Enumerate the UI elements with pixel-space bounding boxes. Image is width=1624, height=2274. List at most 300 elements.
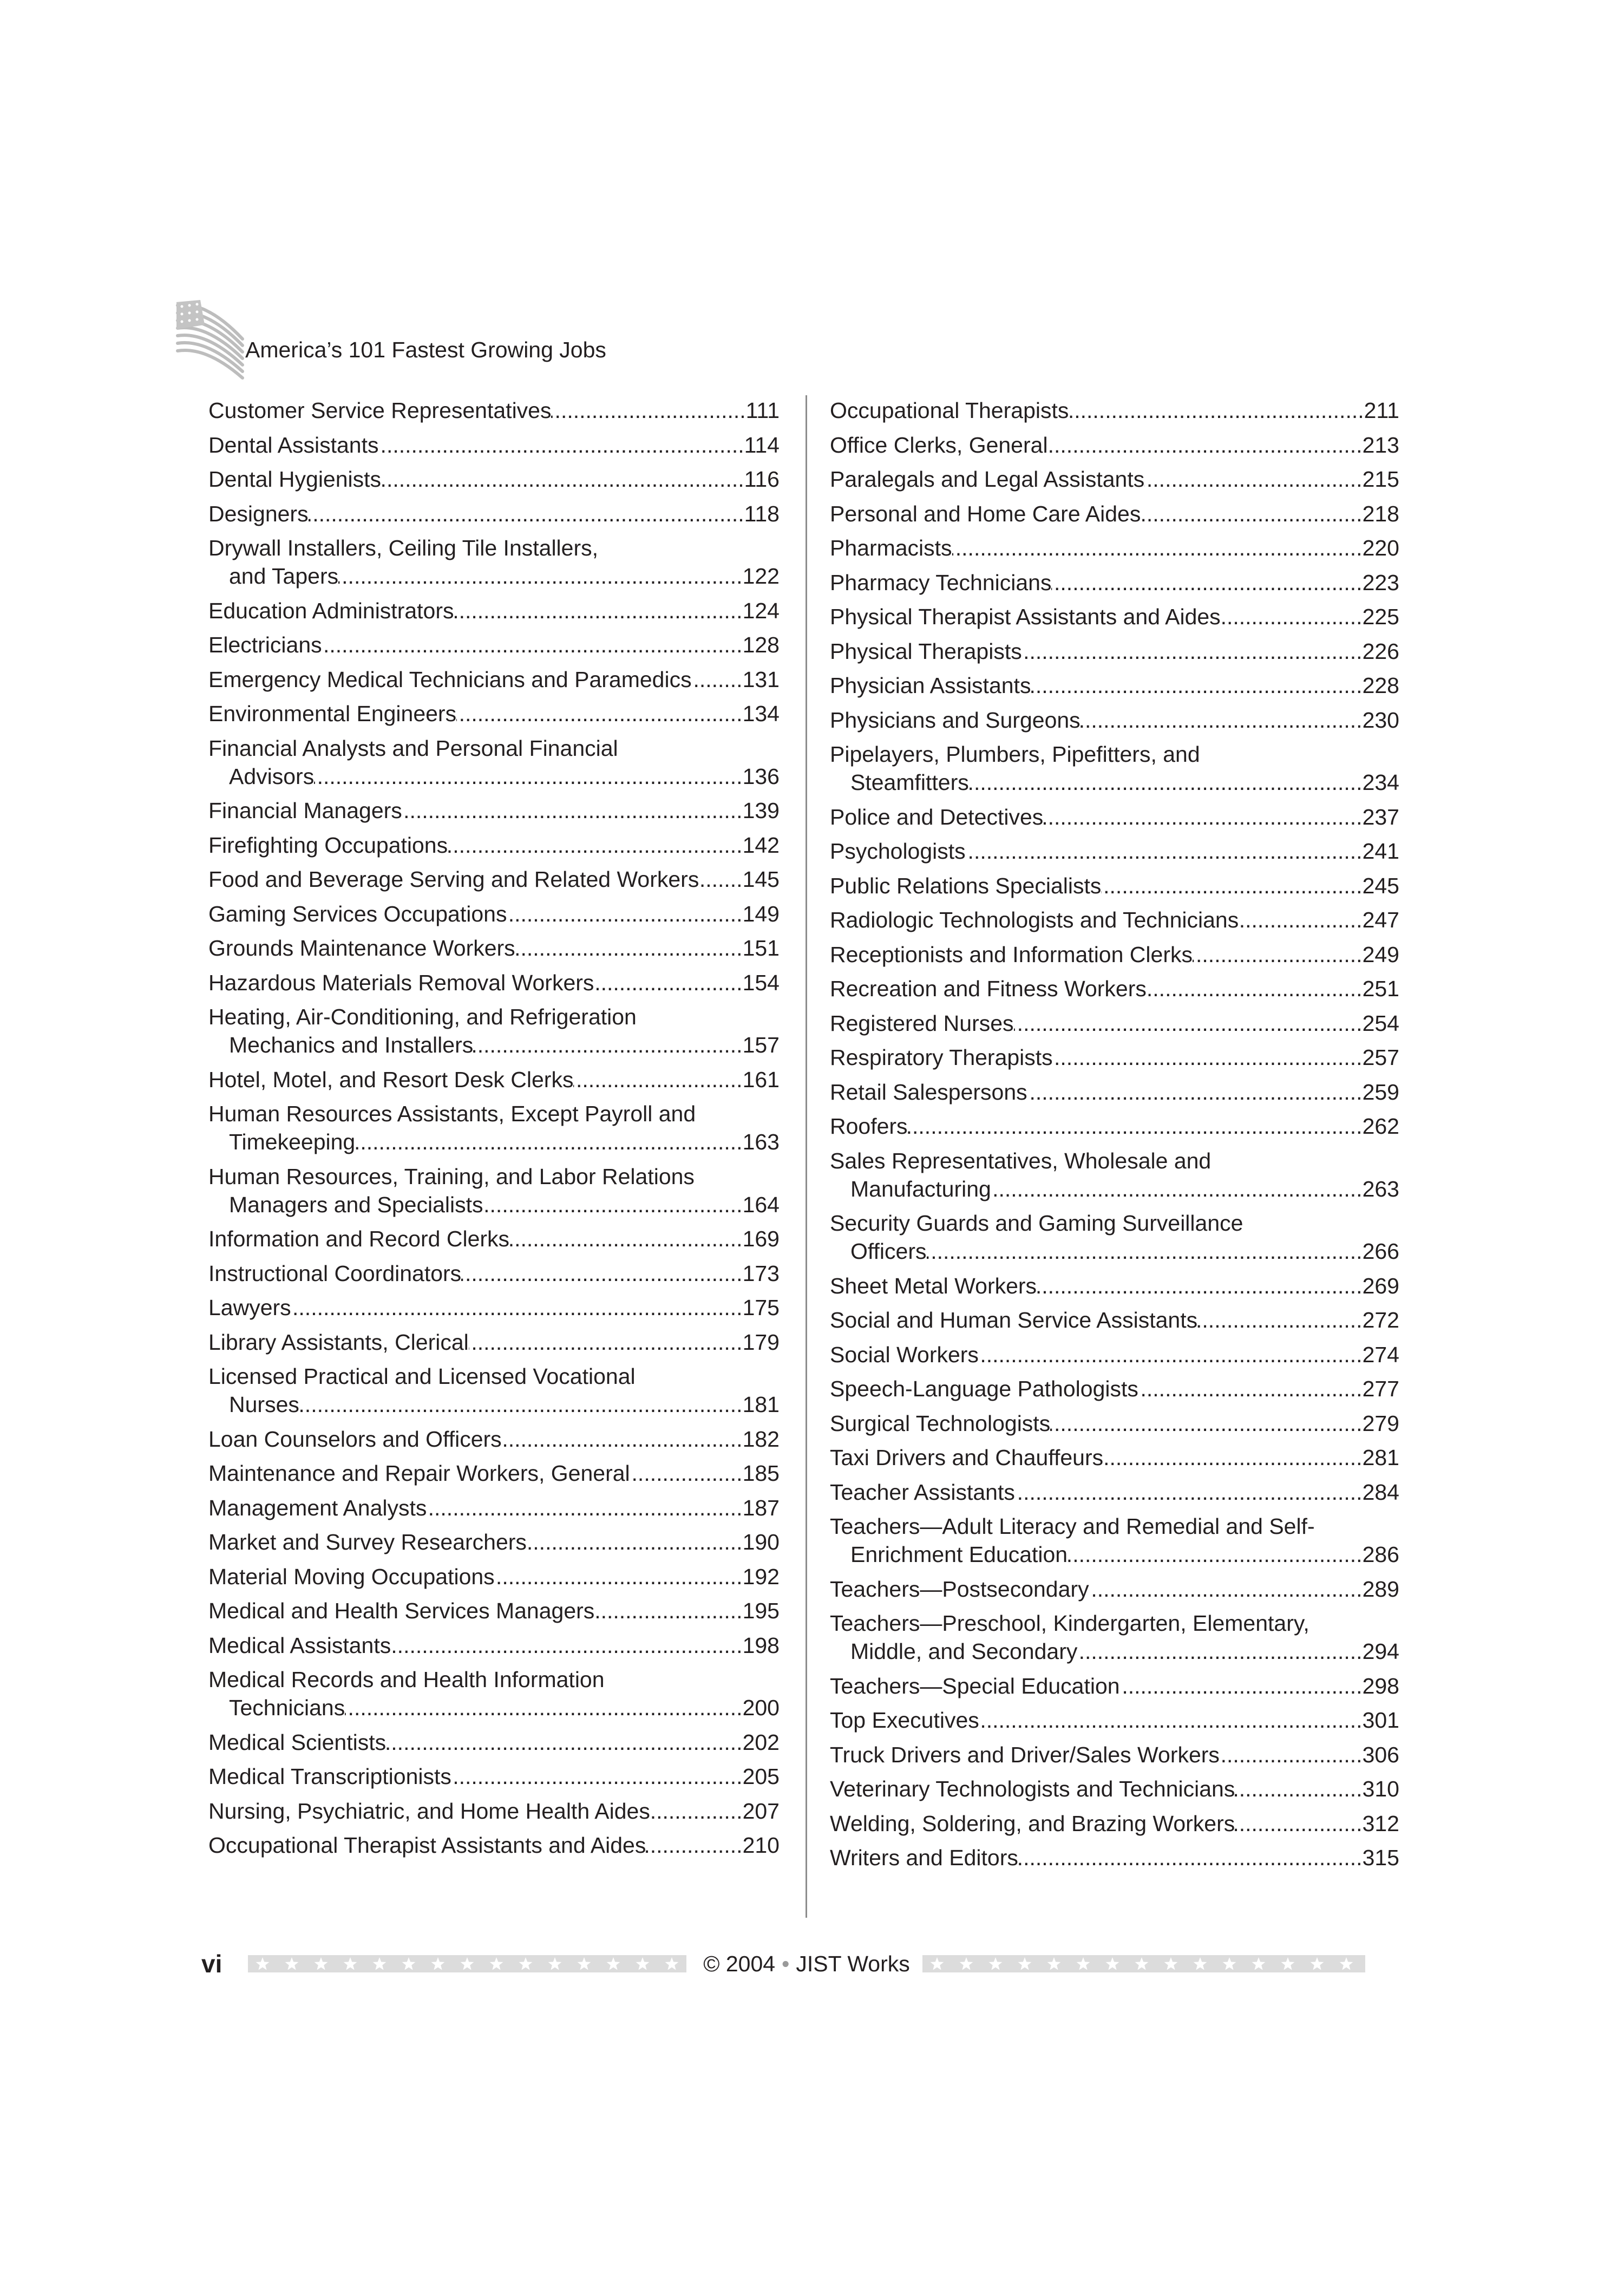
toc-entry-last-line — [208, 1425, 780, 1453]
flag-icon — [174, 299, 246, 382]
toc-entry — [208, 700, 780, 734]
toc-entry-title: Surgical Technologists — [830, 1410, 1051, 1436]
toc-entry-title: Writers and Editors — [830, 1845, 1018, 1870]
toc-entry-title: Physical Therapist Assistants and Aides — [830, 604, 1221, 629]
toc-entry-last-line — [830, 768, 1399, 796]
toc-entry — [208, 1066, 780, 1100]
toc-page-number: 266 — [1362, 1239, 1399, 1264]
toc-entry — [830, 1775, 1399, 1809]
toc-entry — [830, 740, 1399, 803]
toc-entry-title: Steamfitters — [850, 770, 969, 795]
dot-leader — [461, 1259, 742, 1288]
toc-entry-title: Food and Beverage Serving and Related Workers — [208, 867, 699, 892]
toc-entry-last-line — [208, 500, 780, 528]
dot-leader — [908, 1112, 1363, 1140]
toc-entry-title: Human Resources, Training, and Labor Relations — [208, 1164, 695, 1189]
dot-leader — [507, 900, 742, 928]
toc-entry — [830, 1147, 1399, 1210]
toc-entry-last-line — [208, 1031, 780, 1059]
toc-entry — [830, 1741, 1399, 1775]
toc-page-number: 228 — [1362, 673, 1399, 698]
toc-entry-last-line — [830, 1009, 1399, 1037]
toc-page-number: 257 — [1362, 1045, 1399, 1070]
toc-entry-line — [830, 740, 1399, 768]
toc-page-number: 263 — [1362, 1176, 1399, 1201]
toc-page-number: 169 — [742, 1226, 780, 1251]
toc-entry-title: Physician Assistants — [830, 673, 1031, 698]
toc-entry — [208, 1797, 780, 1832]
toc-entry-last-line — [208, 1831, 780, 1859]
toc-entry — [830, 1609, 1399, 1672]
toc-entry-title: Grounds Maintenance Workers — [208, 936, 515, 960]
toc-entry-line — [208, 1003, 780, 1031]
dot-leader — [386, 1728, 742, 1756]
toc-entry-last-line — [830, 1078, 1399, 1106]
toc-entry-last-line — [830, 603, 1399, 631]
toc-entry-last-line — [830, 1540, 1399, 1569]
toc-entry-title: Veterinary Technologists and Technicians — [830, 1776, 1235, 1801]
toc-entry-last-line — [830, 431, 1399, 459]
toc-entry-title: Radiologic Technologists and Technicians — [830, 907, 1239, 932]
toc-entry-last-line — [208, 762, 780, 790]
toc-entry-last-line — [830, 1706, 1399, 1734]
toc-page-number: 249 — [1362, 942, 1399, 967]
dot-leader — [314, 762, 742, 790]
toc-entry-last-line — [208, 1528, 780, 1556]
toc-entry-last-line — [830, 1741, 1399, 1769]
toc-entry — [208, 1100, 780, 1162]
toc-page-number: 274 — [1362, 1342, 1399, 1367]
dot-leader — [1018, 1844, 1363, 1872]
toc-page-number: 213 — [1362, 432, 1399, 458]
toc-entry — [208, 1597, 780, 1631]
toc-entry — [830, 1478, 1399, 1513]
dot-leader — [381, 465, 744, 493]
toc-entry-title: Medical Scientists — [208, 1729, 387, 1755]
toc-entry — [830, 837, 1399, 872]
toc-entry — [830, 603, 1399, 637]
toc-page-number: 181 — [742, 1392, 780, 1417]
dot-leader — [473, 1031, 742, 1059]
toc-entry-title: Occupational Therapists — [830, 398, 1069, 423]
dot-leader — [1048, 431, 1363, 459]
toc-entry — [208, 934, 780, 969]
toc-entry-title: Instructional Coordinators — [208, 1260, 462, 1286]
dot-leader — [1235, 1775, 1362, 1803]
toc-entry-title: Financial Managers — [208, 798, 402, 823]
dot-leader — [1089, 1575, 1363, 1603]
toc-entry — [208, 1831, 780, 1866]
toc-entry-last-line — [830, 1237, 1399, 1265]
dot-leader — [456, 700, 742, 728]
toc-column-left — [208, 396, 780, 1866]
footer-credit — [693, 1949, 920, 1978]
toc-entry-last-line — [830, 1844, 1399, 1872]
toc-entry — [208, 1563, 780, 1597]
toc-entry-line — [830, 1512, 1399, 1540]
toc-page-number: 122 — [742, 564, 780, 589]
dot-leader — [979, 1341, 1363, 1369]
dot-leader — [991, 1175, 1363, 1203]
toc-entry-title: Dental Hygienists — [208, 467, 382, 492]
toc-entry-title: Designers — [208, 501, 309, 526]
toc-entry — [830, 1809, 1399, 1844]
toc-entry-line — [830, 1209, 1399, 1237]
toc-page-number: 202 — [742, 1729, 780, 1755]
dot-leader — [427, 1494, 742, 1522]
toc-entry-title: Physicians and Surgeons — [830, 707, 1081, 733]
dot-leader — [1037, 1272, 1363, 1300]
toc-page-number: 254 — [1362, 1010, 1399, 1036]
toc-entry-title: Maintenance and Repair Workers, General — [208, 1461, 630, 1486]
toc-entry — [208, 1494, 780, 1528]
toc-entry — [208, 1728, 780, 1763]
toc-entry-title: Information and Record Clerks — [208, 1226, 510, 1251]
toc-entry-last-line — [830, 1672, 1399, 1700]
toc-entry-title: Hotel, Motel, and Resort Desk Clerks — [208, 1067, 574, 1092]
toc-entry — [208, 631, 780, 665]
toc-entry-title: Recreation and Fitness Workers — [830, 976, 1147, 1001]
toc-entry-last-line — [830, 1809, 1399, 1838]
toc-entry-last-line — [208, 1293, 780, 1322]
dot-leader — [1068, 1540, 1362, 1569]
toc-entry — [830, 1043, 1399, 1078]
toc-entry-title: Sales Representatives, Wholesale and — [830, 1148, 1212, 1173]
toc-entry — [208, 1528, 780, 1563]
toc-page-number: 124 — [742, 598, 780, 623]
dot-leader — [1027, 1078, 1363, 1106]
dot-leader — [1141, 500, 1362, 528]
toc-entry-title: Office Clerks, General — [830, 432, 1048, 458]
toc-column-right — [830, 396, 1399, 1878]
dot-leader — [309, 500, 744, 528]
running-head-title: America’s 101 Fastest Growing Jobs — [245, 337, 606, 362]
toc-page-number: 225 — [1362, 604, 1399, 629]
toc-entry-title: Teachers—Postsecondary — [830, 1576, 1089, 1602]
toc-entry — [208, 1762, 780, 1797]
toc-page-number: 262 — [1362, 1114, 1399, 1139]
toc-entry — [208, 1225, 780, 1259]
dot-leader — [1221, 603, 1363, 631]
dot-leader — [469, 1328, 743, 1356]
toc-entry-last-line — [208, 431, 780, 459]
toc-entry-title: Occupational Therapist Assistants and Aides — [208, 1833, 646, 1858]
toc-entry — [208, 431, 780, 466]
toc-entry-last-line — [208, 631, 780, 659]
toc-entry — [830, 1009, 1399, 1044]
dot-leader — [1220, 1741, 1363, 1769]
star-border-icon — [922, 1955, 1365, 1972]
toc-entry-last-line — [830, 1637, 1399, 1665]
toc-entry — [830, 637, 1399, 672]
dot-leader — [979, 1706, 1363, 1734]
toc-entry-title: Market and Survey Researchers — [208, 1530, 527, 1554]
toc-page-number: 284 — [1362, 1479, 1399, 1505]
dot-leader — [1081, 706, 1363, 734]
toc-entry-title: Advisors — [229, 763, 315, 789]
toc-entry-last-line — [830, 803, 1399, 831]
toc-entry — [208, 865, 780, 900]
toc-entry-last-line — [208, 1328, 780, 1356]
toc-entry-title: Managers and Specialists — [229, 1192, 483, 1217]
toc-entry-title: Electricians — [208, 632, 322, 657]
dot-leader — [1101, 872, 1362, 900]
toc-entry-title: Medical Records and Health Information — [208, 1667, 605, 1692]
toc-entry-title: Lawyers — [208, 1295, 291, 1320]
toc-entry-title: Nursing, Psychiatric, and Home Health Aides — [208, 1798, 650, 1824]
toc-entry-last-line — [830, 1341, 1399, 1369]
toc-page-number: 116 — [744, 467, 780, 492]
toc-entry-title: Paralegals and Legal Assistants — [830, 467, 1145, 492]
toc-entry — [208, 500, 780, 534]
dot-leader — [952, 534, 1363, 562]
toc-page-number: 286 — [1362, 1542, 1399, 1567]
toc-entry-line — [208, 1162, 780, 1191]
toc-page-number: 149 — [742, 901, 780, 926]
dot-leader — [379, 431, 744, 459]
toc-page-number: 230 — [1362, 707, 1399, 733]
toc-entry-last-line — [830, 706, 1399, 734]
copyright-text: © 2004 — [703, 1951, 776, 1976]
toc-page-number: 272 — [1362, 1308, 1399, 1332]
toc-entry-title: Public Relations Specialists — [830, 873, 1102, 898]
toc-page-number: 220 — [1362, 535, 1399, 560]
toc-entry-title: Customer Service Representatives — [208, 398, 552, 423]
toc-entry-title: Teachers—Preschool, Kindergarten, Elementary, — [830, 1611, 1309, 1636]
toc-entry — [830, 1112, 1399, 1147]
toc-entry — [208, 1293, 780, 1328]
toc-entry-title: Respiratory Therapists — [830, 1045, 1053, 1070]
dot-leader — [451, 1762, 743, 1791]
dot-leader — [1050, 1409, 1362, 1437]
toc-entry-title: Loan Counselors and Officers — [208, 1426, 502, 1452]
toc-entry — [830, 568, 1399, 603]
dot-leader — [1138, 1375, 1363, 1403]
toc-entry-last-line — [208, 1128, 780, 1156]
toc-entry — [830, 465, 1399, 500]
toc-entry-last-line — [208, 1494, 780, 1522]
toc-page-number: 182 — [742, 1426, 780, 1452]
toc-page-number: 195 — [742, 1598, 780, 1623]
toc-page-number: 215 — [1362, 467, 1399, 492]
toc-entry-last-line — [208, 597, 780, 625]
toc-entry-last-line — [208, 934, 780, 962]
toc-page-number: 259 — [1362, 1079, 1399, 1105]
toc-entry-title: Timekeeping — [229, 1129, 356, 1154]
toc-entry-last-line — [830, 637, 1399, 665]
toc-entry — [830, 1209, 1399, 1272]
dot-leader — [402, 796, 743, 825]
toc-entry-title: Police and Detectives — [830, 804, 1044, 829]
toc-entry — [208, 1665, 780, 1728]
toc-page-number: 226 — [1362, 638, 1399, 664]
toc-entry-last-line — [208, 1631, 780, 1659]
toc-entry-title: Officers — [850, 1239, 927, 1264]
toc-entry-title: Manufacturing — [850, 1176, 991, 1201]
toc-entry-title: Physical Therapists — [830, 638, 1022, 664]
dot-leader — [1043, 803, 1362, 831]
toc-entry — [208, 900, 780, 935]
toc-page-number: 163 — [742, 1129, 780, 1154]
toc-entry — [830, 671, 1399, 706]
toc-page-number: 134 — [742, 701, 780, 726]
toc-entry — [208, 665, 780, 700]
toc-page-number: 179 — [742, 1329, 780, 1355]
column-divider — [806, 395, 807, 1918]
dot-leader — [1103, 1443, 1362, 1472]
toc-entry-last-line — [208, 796, 780, 825]
dot-leader — [515, 934, 743, 962]
toc-entry-title: Dental Assistants — [208, 432, 379, 458]
dot-leader — [646, 1831, 742, 1859]
toc-entry-title: Medical Transcriptionists — [208, 1764, 451, 1789]
toc-entry-title: Gaming Services Occupations — [208, 901, 507, 926]
toc-page-number: 200 — [742, 1695, 780, 1720]
toc-entry-last-line — [208, 1259, 780, 1288]
toc-entry-title: Library Assistants, Clerical — [208, 1329, 469, 1355]
toc-entry-last-line — [208, 1066, 780, 1094]
toc-entry-title: Technicians — [229, 1695, 345, 1720]
dot-leader — [1077, 1637, 1362, 1665]
toc-page-number: 310 — [1362, 1776, 1399, 1801]
dot-leader — [291, 1293, 743, 1322]
toc-entry — [208, 1003, 780, 1066]
toc-entry-last-line — [830, 671, 1399, 700]
toc-page-number: 223 — [1362, 570, 1399, 595]
toc-entry — [208, 1631, 780, 1666]
toc-entry — [208, 1162, 780, 1225]
dot-leader — [1051, 568, 1362, 597]
toc-entry-title: Nurses — [229, 1392, 299, 1417]
toc-entry — [208, 969, 780, 1003]
dot-leader — [1197, 1306, 1362, 1334]
toc-entry-title: Top Executives — [830, 1708, 979, 1733]
toc-entry-title: Teacher Assistants — [830, 1479, 1015, 1505]
dot-leader — [573, 1066, 742, 1094]
toc-page-number: 218 — [1362, 501, 1399, 526]
toc-page-number: 279 — [1362, 1410, 1399, 1436]
toc-page-number: 301 — [1362, 1708, 1399, 1733]
toc-entry-last-line — [208, 1225, 780, 1253]
toc-entry-last-line — [830, 568, 1399, 597]
toc-page-number: 157 — [742, 1033, 780, 1057]
toc-entry-title: Teachers—Adult Literacy and Remedial and Self- — [830, 1514, 1315, 1539]
toc-page-number: 136 — [742, 763, 780, 789]
toc-entry-title: Taxi Drivers and Chauffeurs — [830, 1445, 1104, 1470]
toc-page-number: 298 — [1362, 1673, 1399, 1698]
toc-entry-last-line — [830, 906, 1399, 934]
toc-entry — [208, 396, 780, 431]
dot-leader — [1015, 1478, 1363, 1506]
toc-entry — [830, 1672, 1399, 1707]
dot-leader — [454, 597, 743, 625]
toc-entry-line — [830, 1147, 1399, 1175]
toc-entry — [830, 1706, 1399, 1741]
dot-leader — [1031, 671, 1362, 700]
toc-entry-last-line — [208, 1762, 780, 1791]
toc-entry-title: Emergency Medical Technicians and Paramedics — [208, 666, 692, 692]
toc-page-number: 241 — [1362, 839, 1399, 864]
toc-entry — [830, 975, 1399, 1009]
toc-entry — [830, 1272, 1399, 1306]
dot-leader — [966, 837, 1363, 865]
dot-leader — [1120, 1672, 1363, 1700]
toc-page-number: 312 — [1362, 1811, 1399, 1836]
dot-leader — [502, 1425, 743, 1453]
toc-entry — [208, 1259, 780, 1294]
toc-entry-title: Security Guards and Gaming Surveillance — [830, 1211, 1243, 1236]
dot-leader — [448, 831, 742, 859]
toc-page-number: 145 — [742, 867, 780, 892]
toc-page-number: 251 — [1362, 976, 1399, 1001]
dot-leader — [345, 1694, 742, 1722]
toc-entry-line — [830, 1609, 1399, 1637]
dot-leader — [1144, 465, 1362, 493]
toc-entry-title: Sheet Metal Workers — [830, 1273, 1037, 1298]
toc-entry — [830, 940, 1399, 975]
toc-entry-title: Personal and Home Care Aides — [830, 501, 1141, 526]
toc-entry — [830, 1443, 1399, 1478]
toc-entry-last-line — [208, 665, 780, 694]
star-border-icon — [248, 1955, 686, 1972]
dot-leader — [509, 1225, 743, 1253]
dot-leader — [322, 631, 743, 659]
toc-entry — [830, 1575, 1399, 1610]
toc-entry — [208, 534, 780, 597]
dot-leader — [630, 1459, 743, 1487]
toc-entry-title: Enrichment Education — [850, 1542, 1068, 1567]
toc-entry-title: Material Moving Occupations — [208, 1564, 495, 1589]
toc-entry-title: Human Resources Assistants, Except Payroll and — [208, 1101, 696, 1126]
toc-entry-last-line — [208, 1191, 780, 1219]
toc-entry — [208, 1362, 780, 1425]
toc-page-number: 247 — [1362, 907, 1399, 932]
toc-entry-last-line — [830, 1443, 1399, 1472]
toc-entry-last-line — [830, 1112, 1399, 1140]
toc-entry-last-line — [830, 396, 1399, 424]
toc-entry-title: Financial Analysts and Personal Financial — [208, 735, 618, 761]
dot-leader — [299, 1390, 743, 1419]
toc-entry-last-line — [830, 975, 1399, 1003]
page-number: vi — [201, 1950, 222, 1978]
toc-entry — [830, 803, 1399, 838]
toc-entry-line — [208, 1100, 780, 1128]
toc-page-number: 185 — [742, 1461, 780, 1486]
toc-page-number: 198 — [742, 1632, 780, 1658]
toc-entry-last-line — [830, 872, 1399, 900]
toc-entry-line — [208, 1362, 780, 1390]
toc-entry-line — [208, 1665, 780, 1694]
toc-page-number: 245 — [1362, 873, 1399, 898]
dot-leader — [355, 1128, 742, 1156]
toc-page-number: 294 — [1362, 1639, 1399, 1664]
toc-entry-last-line — [208, 465, 780, 493]
dot-leader — [1014, 1009, 1363, 1037]
dot-leader — [1053, 1043, 1363, 1071]
toc-entry-last-line — [208, 1694, 780, 1722]
toc-page-number: 111 — [745, 398, 780, 423]
toc-entry — [830, 500, 1399, 534]
dot-leader — [338, 562, 742, 590]
toc-entry-title: Retail Salespersons — [830, 1079, 1027, 1105]
toc-entry — [830, 1844, 1399, 1878]
toc-page-number: 161 — [742, 1067, 780, 1092]
toc-entry-last-line — [830, 465, 1399, 493]
toc-entry-last-line — [208, 1563, 780, 1591]
toc-entry-title: Receptionists and Information Clerks — [830, 942, 1193, 967]
toc-page-number: 281 — [1362, 1445, 1399, 1470]
toc-entry-title: Teachers—Special Education — [830, 1673, 1120, 1698]
